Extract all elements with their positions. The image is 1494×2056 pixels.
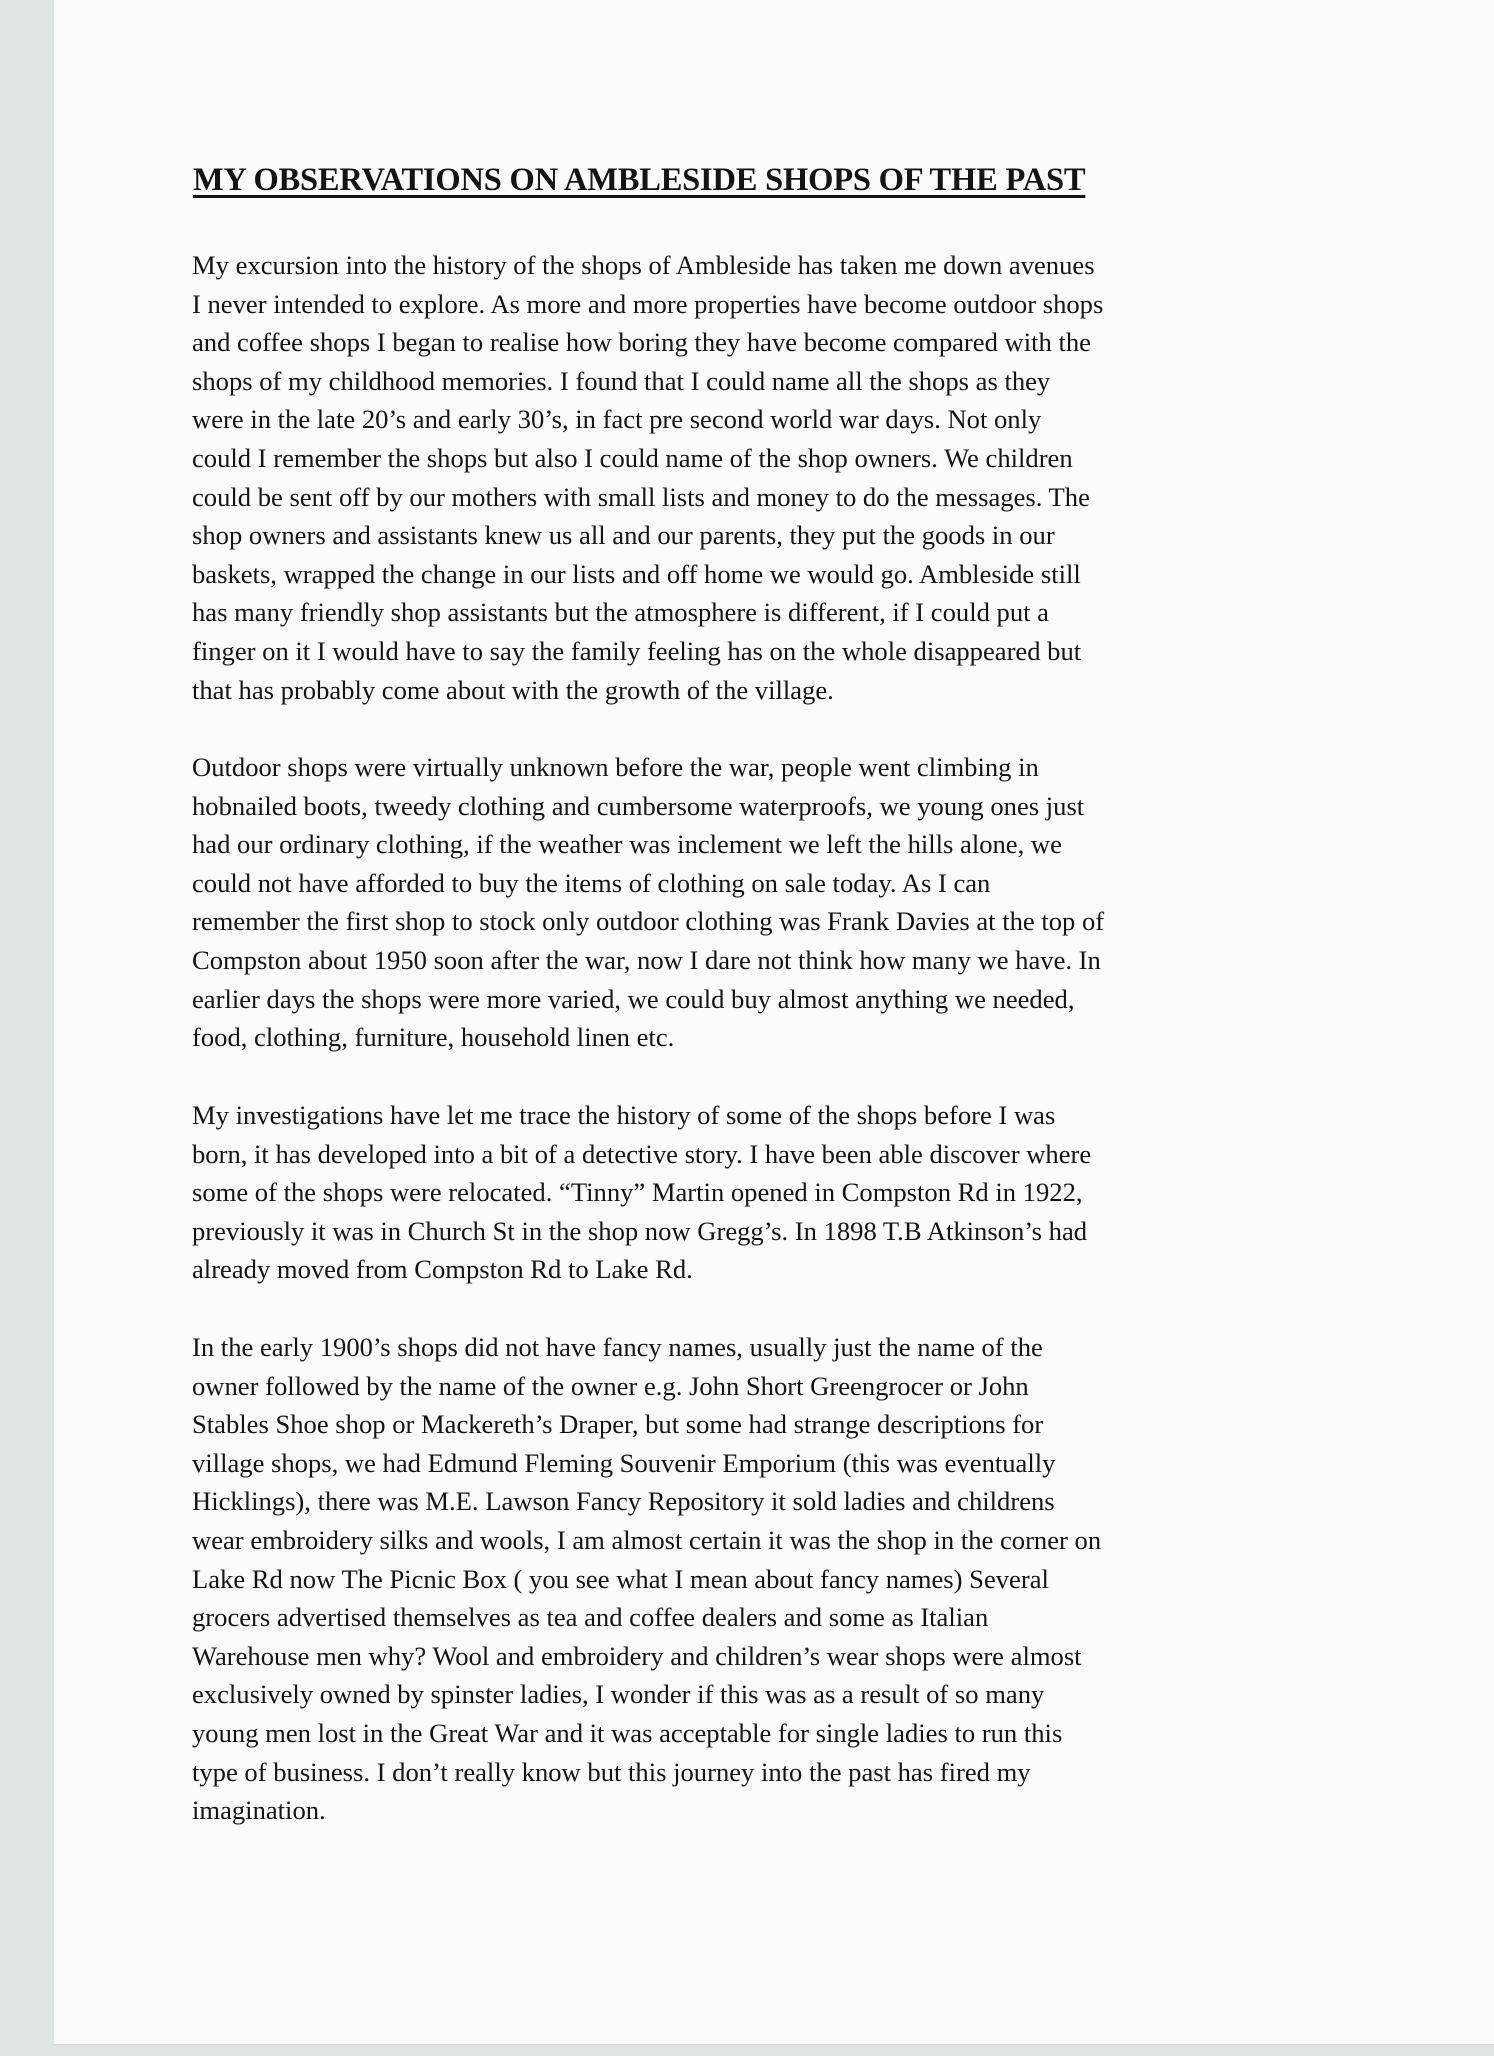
text-line: shops of my childhood memories. I found that I could name all the shops as they [192,365,1051,396]
text-line: has many friendly shop assistants but the atmosphere is different, if I could put a [192,597,1049,628]
text-line: I never intended to explore. As more and more properties have become outdoor shops [192,288,1104,319]
text-line: earlier days the shops were more varied, we could buy almost anything we needed, [192,983,1075,1014]
text-line: village shops, we had Edmund Fleming Souvenir Emporium (this was eventually [192,1447,1056,1478]
text-line: could not have afforded to buy the items of clothing on sale today. As I can [192,867,991,898]
paragraph-2 [192,748,1104,1057]
text-line: born, it has developed into a bit of a detective story. I have been able discover where [192,1138,1092,1169]
text-line: remember the first shop to stock only outdoor clothing was Frank Davies at the top of [192,906,1105,937]
text-line: Outdoor shops were virtually unknown before the war, people went climbing in [192,752,1039,782]
document-title: MY OBSERVATIONS ON AMBLESIDE SHOPS OF THE PAST [193,162,1086,198]
text-line: Hicklings), there was M.E. Lawson Fancy Repository it sold ladies and childrens [192,1486,1055,1517]
text-line: shop owners and assistants knew us all and our parents, they put the goods in our [192,520,1055,551]
text-line: that has probably come about with the growth of the village. [192,674,834,705]
text-line: and coffee shops I began to realise how boring they have become compared with the [192,327,1091,358]
paragraph-1 [192,246,1103,709]
paragraph-4 [192,1328,1101,1830]
text-line: could I remember the shops but also I could name of the shop owners. We children [192,442,1073,473]
text-line: owner followed by the name of the owner e.g. John Short Greengrocer or John [192,1370,1029,1401]
text-line: grocers advertised themselves as tea and coffee dealers and some as Italian [192,1602,989,1633]
text-line: food, clothing, furniture, household linen etc. [192,1022,675,1053]
text-line: already moved from Compston Rd to Lake Rd. [192,1254,693,1285]
text-line: previously it was in Church St in the shop now Gregg’s. In 1898 T.B Atkinson’s had [192,1215,1088,1246]
text-line: had our ordinary clothing, if the weather was inclement we left the hills alone, we [192,829,1062,860]
text-line: Stables Shoe shop or Mackereth’s Draper, but some had strange descriptions for [192,1409,1044,1440]
paragraph-3 [192,1096,1091,1289]
text-line: hobnailed boots, tweedy clothing and cumbersome waterproofs, we young ones just [192,790,1085,821]
text-line: Warehouse men why? Wool and embroidery and children’s wear shops were almost [192,1640,1082,1671]
text-line: were in the late 20’s and early 30’s, in fact pre second world war days. Not only [192,404,1042,435]
text-line: exclusively owned by spinster ladies, I wonder if this was as a result of so many [192,1679,1045,1710]
text-line: some of the shops were relocated. “Tinny” Martin opened in Compston Rd in 1922, [192,1177,1083,1208]
text-line: baskets, wrapped the change in our lists and off home we would go. Ambleside still [192,558,1081,589]
text-line: type of business. I don’t really know but this journey into the past has fired my [192,1756,1031,1787]
text-line: My excursion into the history of the shops of Ambleside has taken me down avenues [192,250,1095,280]
text-line: Compston about 1950 soon after the war, now I dare not think how many we have. In [192,944,1101,975]
text-line: In the early 1900’s shops did not have fancy names, usually just the name of the [192,1332,1043,1362]
text-line: Lake Rd now The Picnic Box ( you see what I mean about fancy names) Several [192,1563,1049,1594]
text-line: wear embroidery silks and wools, I am almost certain it was the shop in the corner on [192,1524,1102,1555]
text-line: imagination. [192,1795,326,1826]
text-line: finger on it I would have to say the family feeling has on the whole disappeared but [192,635,1082,666]
text-line: My investigations have let me trace the history of some of the shops before I was [192,1100,1056,1130]
text-line: young men lost in the Great War and it was acceptable for single ladies to run this [192,1717,1063,1748]
text-line: could be sent off by our mothers with small lists and money to do the messages. The [192,481,1090,512]
